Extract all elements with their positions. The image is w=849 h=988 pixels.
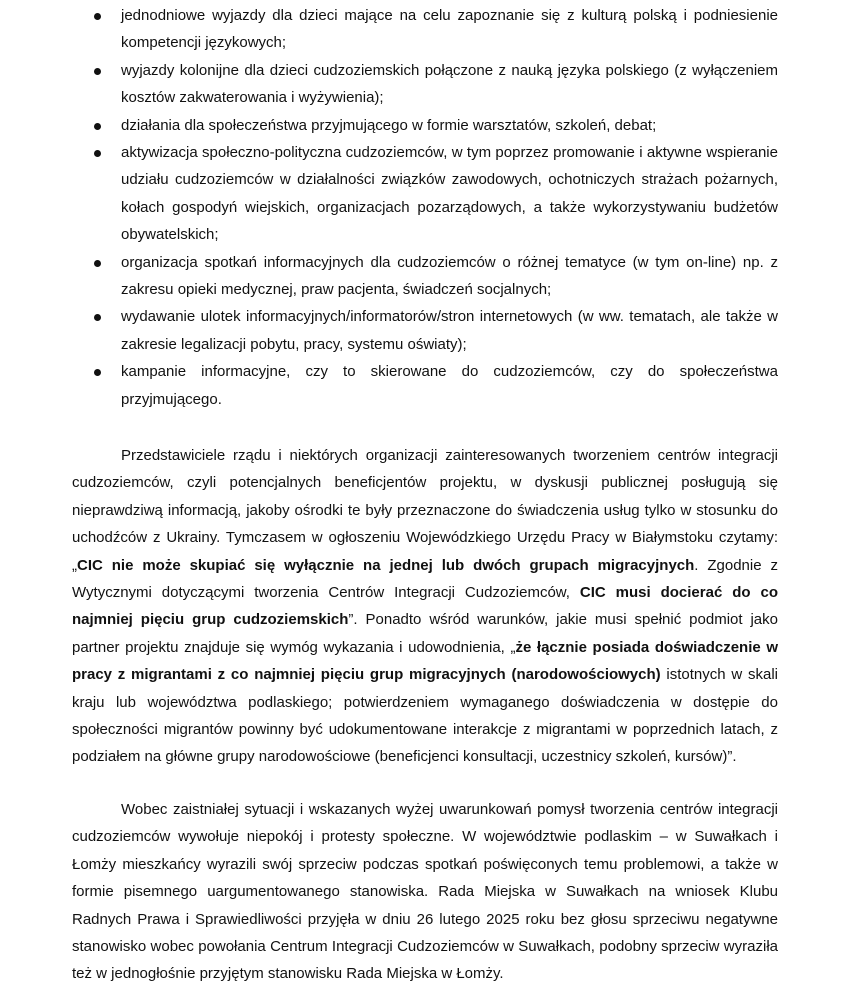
list-item xyxy=(0,358,778,413)
paragraph-text: istotnych w skali kraju lub województwa podlaskiego; potwierdzeniem wymaganego doświadczenia w dostępie do społeczności migrantów powinny być udokumentowane interakcje z migrantami w poprzednich latach, z podziałem na główne grupy narodowościowe (beneficjenci konsultacji, uczestnicy szkoleń, kursów)”. xyxy=(72,666,778,766)
bold-quote: CIC nie może skupiać się wyłącznie na jednej lub dwóch grupach migracyjnych xyxy=(77,556,695,574)
bullet-icon xyxy=(94,68,101,75)
list-item xyxy=(0,57,778,112)
paragraph-protests xyxy=(72,796,778,988)
bullet-icon xyxy=(94,123,101,130)
list-item-text: kampanie informacyjne, czy to skierowane do cudzoziemców, czy do społeczeństwa przyjmującego. xyxy=(121,363,778,408)
list-item-text: wyjazdy kolonijne dla dzieci cudzoziemskich połączone z nauką języka polskiego (z wyłączeniem kosztów zakwaterowania i wyżywienia); xyxy=(121,61,778,107)
list-item-text: jednodniowe wyjazdy dla dzieci mające na celu zapoznanie się z kulturą polską i podniesienie kompetencji językowych; xyxy=(121,7,778,52)
list-item-text: organizacja spotkań informacyjnych dla cudzoziemców o różnej tematyce (w tym on-line) np. z zakresu opieki medycznej, praw pacjenta, świadczeń socjalnych; xyxy=(121,253,778,299)
list-item xyxy=(0,2,778,57)
paragraph-text: ”. Ponadto wśród warunków, jakie musi spełnić podmiot jako partner projektu znajduje się wymóg wykazania i udowodnienia, „ xyxy=(72,611,778,656)
paragraph-cic-requirements xyxy=(72,442,778,771)
bold-quote: że łącznie posiada doświadczenie w pracy z migrantami z co najmniej pięciu grup migracyjnych (narodowościowych) xyxy=(72,638,778,684)
list-item-text: działania dla społeczeństwa przyjmującego w formie warsztatów, szkoleń, debat; xyxy=(121,116,657,134)
list-item xyxy=(0,303,778,358)
bullet-icon xyxy=(94,314,101,321)
paragraph-text: . Zgodnie z Wytycznymi dotyczącymi tworzenia Centrów Integracji Cudzoziemców, xyxy=(72,556,778,602)
list-item xyxy=(0,139,778,249)
bullet-icon xyxy=(94,369,101,376)
bullet-icon xyxy=(94,13,101,20)
list-item xyxy=(0,112,778,139)
paragraph-text: Przedstawiciele rządu i niektórych organizacji zainteresowanych tworzeniem centrów integracji cudzoziemców, czyli potencjalnych beneficjentów projektu, w dyskusji publicznej posługują się nieprawdziwą informacją, jakoby ośrodki te były przeznaczone do świadczenia usług tylko w stosunku do uchodźców z Ukrainy. Tymczasem w ogłoszeniu Wojewódzkiego Urzędu Pracy w Białymstoku czytamy: „ xyxy=(72,447,778,574)
list-item xyxy=(0,249,778,304)
list-item-text: wydawanie ulotek informacyjnych/informatorów/stron internetowych (w ww. tematach, ale także w zakresie legalizacji pobytu, pracy, systemu oświaty); xyxy=(121,308,778,353)
bold-quote: CIC musi docierać do co najmniej pięciu grup cudzoziemskich xyxy=(72,584,778,629)
paragraph-text: Wobec zaistniałej sytuacji i wskazanych wyżej uwarunkowań pomysł tworzenia centrów integracji cudzoziemców wywołuje niepokój i protesty społeczne. W województwie podlaskim – w Suwałkach i Łomży mieszkańcy wyrazili swój sprzeciw podczas spotkań poświęconych temu problemowi, a także w formie pisemnego uargumentowanego stanowiska. Rada Miejska w Suwałkach na wniosek Klubu Radnych Prawa i Sprawiedliwości przyjęła w dniu 26 lutego 2025 roku bez głosu sprzeciwu negatywne stanowisko wobec powołania Centrum Integracji Cudzoziemców w Suwałkach, podobny sprzeciw wyraziła też w jednogłośnie przyjętym stanowisku Rada Miejska w Łomży. xyxy=(72,801,778,983)
bullet-icon xyxy=(94,150,101,157)
bullet-icon xyxy=(94,260,101,267)
list-item-text: aktywizacja społeczno-polityczna cudzoziemców, w tym poprzez promowanie i aktywne wspieranie udziału cudzoziemców w działalności związków zawodowych, ochotniczych strażach pożarnych, kołach gospodyń wiejskich, organizacjach pozarządowych, a także wykorzystywaniu budżetów obywatelskich; xyxy=(121,144,778,244)
bullet-list xyxy=(0,2,849,413)
